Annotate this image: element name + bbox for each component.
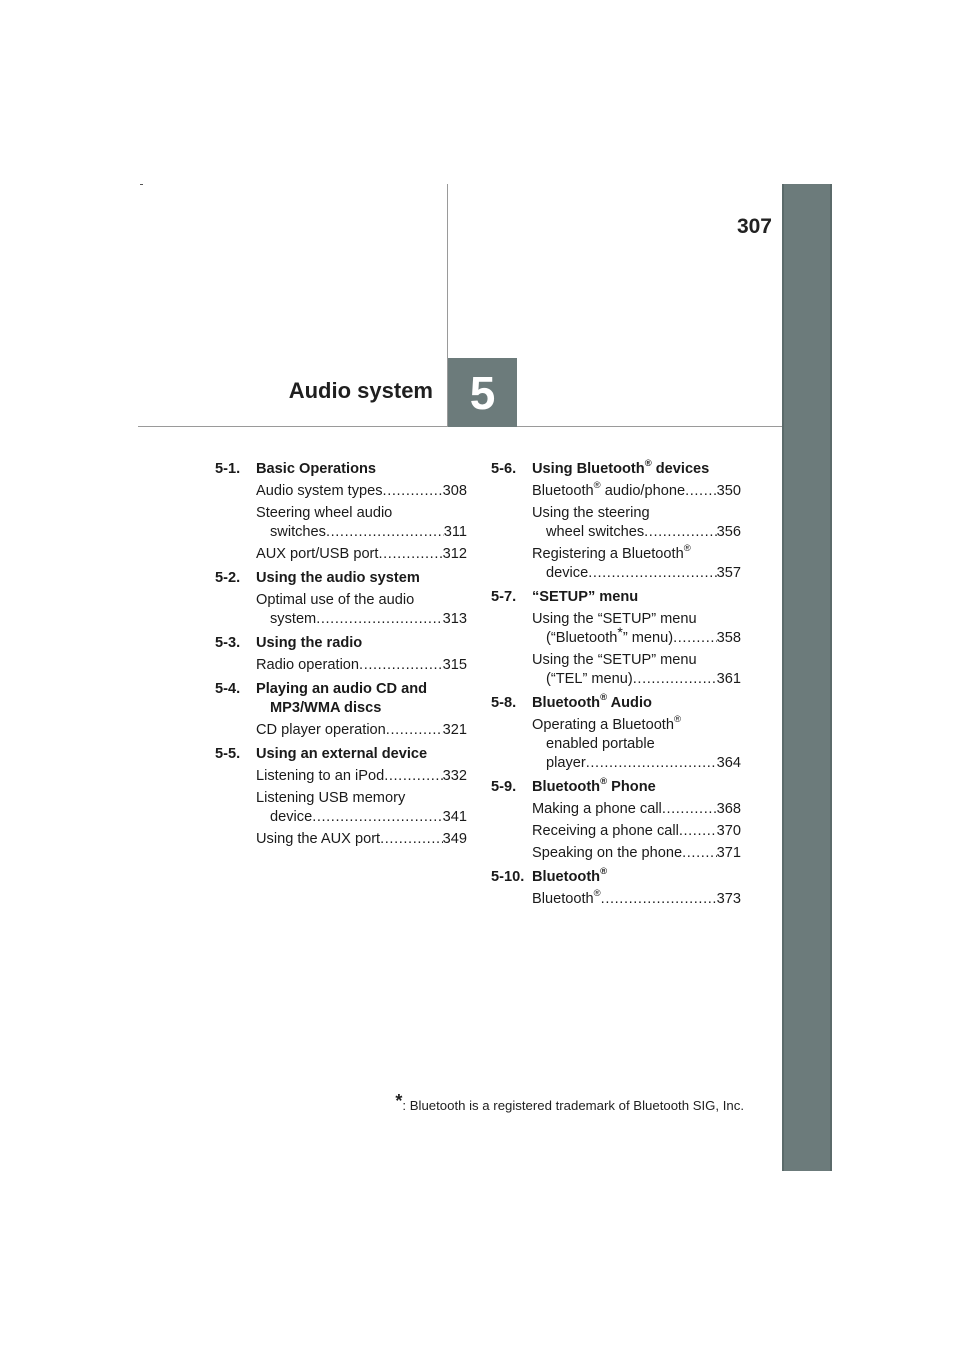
entry-text: player <box>546 755 586 771</box>
toc-column-left <box>215 460 467 854</box>
entry-page: 311 <box>443 524 467 540</box>
title-part: Bluetooth <box>532 695 601 711</box>
entry-text: Receiving a phone call <box>532 823 679 839</box>
section-title <box>532 694 741 713</box>
entry-page: 361 <box>716 671 741 687</box>
entry-text: system <box>270 611 317 627</box>
toc-entry[interactable] <box>491 545 741 583</box>
section-number: 5-4. <box>215 681 241 697</box>
chapter-title: Audio system <box>288 378 433 403</box>
entry-text: enabled portable <box>546 736 655 752</box>
section-number: 5-5. <box>215 746 241 762</box>
section-title: Basic Operations <box>256 461 377 477</box>
entry-page: 371 <box>716 845 741 861</box>
section-heading[interactable] <box>215 745 467 764</box>
footnote-marker: * <box>395 1091 403 1111</box>
registered-mark: ® <box>600 692 608 704</box>
entry-page: 373 <box>716 891 741 907</box>
entry-text: Listening to an iPod <box>256 768 385 784</box>
section-number: 5-8. <box>491 695 517 711</box>
section-title: Using the radio <box>256 635 363 651</box>
entry-text <box>532 482 685 501</box>
section-number: 5-1. <box>215 461 241 477</box>
title-part: Bluetooth <box>532 779 601 795</box>
section-title: Using the audio system <box>256 570 420 586</box>
entry-text <box>532 545 741 564</box>
section-title-line: MP3/WMA discs <box>270 700 382 716</box>
entry-page: 312 <box>442 546 467 562</box>
section-number: 5-9. <box>491 779 517 795</box>
entry-page: 350 <box>716 483 741 499</box>
entry-page: 368 <box>716 801 741 817</box>
title-part: Phone <box>607 779 656 795</box>
entry-page: 321 <box>442 722 467 738</box>
registered-mark: ® <box>683 543 691 555</box>
entry-page: 332 <box>442 768 467 784</box>
section-heading[interactable] <box>491 460 741 479</box>
registered-mark: ® <box>600 776 608 788</box>
section-number: 5-7. <box>491 589 517 605</box>
toc-section-5-3 <box>215 634 467 675</box>
entry-text: Using the steering <box>532 505 650 521</box>
title-part: Bluetooth <box>532 869 601 885</box>
entry-text <box>532 890 601 909</box>
corner-tick <box>140 184 143 185</box>
toc-entry[interactable] <box>215 591 467 629</box>
entry-text: Listening USB memory <box>256 790 406 806</box>
entry-text: device <box>546 565 589 581</box>
entry-page: 356 <box>716 524 741 540</box>
section-heading[interactable] <box>491 778 741 797</box>
chapter-number-badge: 5 <box>448 358 517 427</box>
page-number: 307 <box>736 215 772 238</box>
entry-text: AUX port/USB port <box>256 546 379 562</box>
entry-text <box>546 624 674 648</box>
entry-text-part: ” menu) <box>622 630 674 646</box>
section-number: 5-6. <box>491 461 517 477</box>
section-title: Using an external device <box>256 746 428 762</box>
toc-entry[interactable] <box>491 504 741 542</box>
entry-text: Audio system types <box>256 483 383 499</box>
toc-section-5-5 <box>215 745 467 849</box>
toc-entry[interactable] <box>215 721 467 740</box>
entry-text: CD player operation <box>256 722 386 738</box>
footnote-marker: * <box>617 624 623 641</box>
entry-page: 349 <box>442 831 467 847</box>
entry-text: wheel switches <box>546 524 645 540</box>
entry-text-part: Bluetooth <box>532 483 594 499</box>
registered-mark: ® <box>644 458 652 470</box>
section-title-line: Playing an audio CD and <box>256 681 428 697</box>
title-part: Audio <box>607 695 652 711</box>
footnote <box>395 1091 744 1115</box>
toc-entry[interactable] <box>491 716 741 773</box>
entry-text: Optimal use of the audio <box>256 592 415 608</box>
entry-text: Using the AUX port <box>256 831 381 847</box>
entry-text-part: Operating a Bluetooth <box>532 717 674 733</box>
entry-page: 308 <box>442 483 467 499</box>
toc-entry[interactable] <box>215 482 467 501</box>
section-title <box>256 680 467 718</box>
entry-text-part: Bluetooth <box>532 891 594 907</box>
entry-text-part: (“Bluetooth <box>546 630 618 646</box>
toc-entry[interactable] <box>215 504 467 542</box>
toc-entry[interactable] <box>215 789 467 827</box>
toc-entry[interactable] <box>491 482 741 501</box>
toc-section-5-7 <box>491 588 741 689</box>
toc-section-5-9 <box>491 778 741 863</box>
toc-entry[interactable] <box>491 822 741 841</box>
toc-entry[interactable] <box>491 651 741 689</box>
section-title <box>532 460 741 479</box>
toc-entry[interactable] <box>215 656 467 675</box>
registered-mark: ® <box>600 866 608 878</box>
entry-text <box>532 716 741 735</box>
section-heading[interactable] <box>215 634 467 653</box>
entry-page: 315 <box>442 657 467 673</box>
toc-section-5-4 <box>215 680 467 740</box>
entry-text: switches <box>270 524 326 540</box>
entry-text-part: audio/phone <box>600 483 686 499</box>
entry-text: Speaking on the phone <box>532 845 683 861</box>
section-heading[interactable] <box>491 588 741 607</box>
entry-page: 341 <box>442 809 467 825</box>
entry-text: Making a phone call <box>532 801 662 817</box>
entry-text: Steering wheel audio <box>256 505 393 521</box>
entry-page: 357 <box>716 565 741 581</box>
title-part: Using Bluetooth <box>532 461 645 477</box>
toc-entry[interactable] <box>215 767 467 786</box>
entry-text: (“TEL” menu) <box>546 671 633 687</box>
section-heading[interactable] <box>491 868 741 887</box>
section-title: “SETUP” menu <box>532 589 639 605</box>
entry-text: Radio operation <box>256 657 360 673</box>
toc-section-5-6 <box>491 460 741 583</box>
entry-text: Using the “SETUP” menu <box>532 611 697 627</box>
registered-mark: ® <box>593 480 601 492</box>
section-title <box>532 868 741 887</box>
chapter-side-tab <box>782 184 832 1171</box>
toc-entry[interactable] <box>491 844 741 863</box>
section-number: 5-10. <box>491 869 525 885</box>
registered-mark: ® <box>673 714 681 726</box>
section-heading[interactable] <box>215 569 467 588</box>
toc-section-5-10 <box>491 868 741 909</box>
section-heading[interactable] <box>491 694 741 713</box>
entry-text: device <box>270 809 313 825</box>
entry-page: 370 <box>716 823 741 839</box>
toc-section-5-1 <box>215 460 467 564</box>
entry-page: 364 <box>716 755 741 771</box>
section-heading[interactable] <box>215 680 467 718</box>
entry-text-part: Registering a Bluetooth <box>532 546 684 562</box>
toc-entry[interactable] <box>491 890 741 909</box>
toc-entry[interactable] <box>215 830 467 849</box>
entry-page: 313 <box>442 611 467 627</box>
toc-entry[interactable] <box>491 800 741 819</box>
section-number: 5-3. <box>215 635 241 651</box>
footnote-text: : Bluetooth is a registered trademark of Bluetooth SIG, Inc. <box>402 1098 744 1113</box>
toc-column-right <box>491 460 741 914</box>
title-part: devices <box>651 461 710 477</box>
entry-text: Using the “SETUP” menu <box>532 652 697 668</box>
toc-entry[interactable] <box>491 610 741 648</box>
toc-section-5-8 <box>491 694 741 773</box>
section-heading[interactable] <box>215 460 467 479</box>
registered-mark: ® <box>593 888 601 900</box>
section-number: 5-2. <box>215 570 241 586</box>
entry-page: 358 <box>716 630 741 646</box>
toc-section-5-2 <box>215 569 467 629</box>
section-title <box>532 778 741 797</box>
toc-entry[interactable] <box>215 545 467 564</box>
